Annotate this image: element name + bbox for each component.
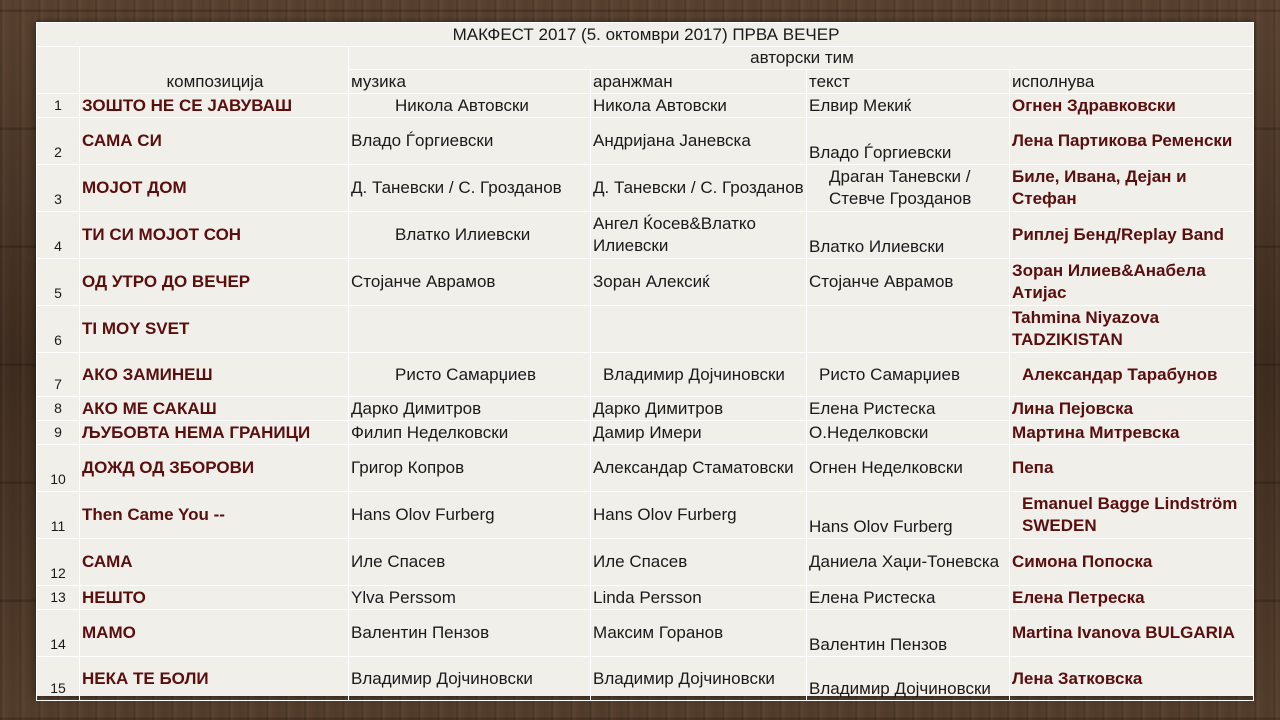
composition-cell: МОЈОТ ДОМ — [80, 165, 349, 212]
lyrics-cell: Драган Таневски / Стевче Грозданов — [807, 165, 1010, 212]
festival-table — [36, 22, 1254, 701]
arrangement-cell: Ангел Ќосев&Влатко Илиевски — [591, 212, 807, 259]
composition-cell: МАМО — [80, 610, 349, 657]
performer-cell: Лена Затковска — [1010, 657, 1254, 701]
music-cell: Ристо Самарџиев — [349, 353, 591, 397]
title-row — [37, 23, 1254, 47]
performer-cell: Пепа — [1010, 445, 1254, 492]
row-number: 2 — [37, 118, 80, 165]
composition-cell: ТИ СИ МОЈОТ СОН — [80, 212, 349, 259]
arrangement-cell: Андријана Јаневска — [591, 118, 807, 165]
table-row — [37, 212, 1254, 259]
lyrics-cell — [807, 306, 1010, 353]
row-number: 6 — [37, 306, 80, 353]
composition-cell: АКО ЗАМИНЕШ — [80, 353, 349, 397]
performer-cell: Огнен Здравковски — [1010, 94, 1254, 118]
arrangement-cell: Владимир Дојчиновски — [591, 353, 807, 397]
slide-panel — [36, 22, 1253, 696]
row-number: 1 — [37, 94, 80, 118]
header-arrangement: аранжман — [591, 70, 807, 94]
row-number: 7 — [37, 353, 80, 397]
music-cell: Ylva Perssom — [349, 586, 591, 610]
group-header-row — [37, 47, 1254, 70]
music-cell: Владо Ѓоргиевски — [349, 118, 591, 165]
arrangement-cell: Никола Автовски — [591, 94, 807, 118]
lyrics-cell: Hans Olov Furberg — [807, 492, 1010, 539]
composition-cell: НЕШТО — [80, 586, 349, 610]
music-cell: Владимир Дојчиновски — [349, 657, 591, 701]
performer-cell: Мартина Митревска — [1010, 421, 1254, 445]
arrangement-cell: Linda Persson — [591, 586, 807, 610]
arrangement-cell: Владимир Дојчиновски — [591, 657, 807, 701]
header-num-cell — [37, 47, 80, 94]
header-author-team: авторски тим — [349, 47, 1254, 70]
table-row — [37, 94, 1254, 118]
row-number: 12 — [37, 539, 80, 586]
composition-cell: ОД УТРО ДО ВЕЧЕР — [80, 259, 349, 306]
table-row — [37, 445, 1254, 492]
performer-cell: Риплеј Бенд/Replay Band — [1010, 212, 1254, 259]
row-number: 15 — [37, 657, 80, 701]
lyrics-cell: Ристо Самарџиев — [807, 353, 1010, 397]
row-number: 3 — [37, 165, 80, 212]
table-row — [37, 539, 1254, 586]
header-lyrics: текст — [807, 70, 1010, 94]
arrangement-cell: Зоран Алексиќ — [591, 259, 807, 306]
performer-cell: Tahmina Niyazova TADZIKISTAN — [1010, 306, 1254, 353]
row-number: 13 — [37, 586, 80, 610]
row-number: 9 — [37, 421, 80, 445]
header-performer: исполнува — [1010, 70, 1254, 94]
composition-cell: TI MOY SVET — [80, 306, 349, 353]
performer-cell: Лина Пејовска — [1010, 397, 1254, 421]
row-number: 5 — [37, 259, 80, 306]
lyrics-cell: Елена Ристеска — [807, 397, 1010, 421]
performer-cell: Елена Петреска — [1010, 586, 1254, 610]
table-row — [37, 492, 1254, 539]
music-cell: Стојанче Аврамов — [349, 259, 591, 306]
table-body — [37, 94, 1254, 701]
music-cell: Hans Olov Furberg — [349, 492, 591, 539]
composition-cell: ЗОШТО НЕ СЕ ЈАВУВАШ — [80, 94, 349, 118]
music-cell — [349, 306, 591, 353]
music-cell: Влатко Илиевски — [349, 212, 591, 259]
arrangement-cell: Д. Таневски / С. Грозданов — [591, 165, 807, 212]
lyrics-cell: Валентин Пензов — [807, 610, 1010, 657]
composition-cell: ДОЖД ОД ЗБОРОВИ — [80, 445, 349, 492]
lyrics-cell: Огнен Неделковски — [807, 445, 1010, 492]
table-row — [37, 259, 1254, 306]
composition-cell: САМА — [80, 539, 349, 586]
table-row — [37, 165, 1254, 212]
arrangement-cell — [591, 306, 807, 353]
performer-cell: Биле, Ивана, Дејан и Стефан — [1010, 165, 1254, 212]
table-row — [37, 657, 1254, 701]
composition-cell: Then Came You -- — [80, 492, 349, 539]
arrangement-cell: Иле Спасев — [591, 539, 807, 586]
performer-cell: Martina Ivanova BULGARIA — [1010, 610, 1254, 657]
lyrics-cell: Владимир Дојчиновски — [807, 657, 1010, 701]
table-row — [37, 397, 1254, 421]
table-row — [37, 118, 1254, 165]
music-cell: Филип Неделковски — [349, 421, 591, 445]
performer-cell: Симона Попоска — [1010, 539, 1254, 586]
row-number: 11 — [37, 492, 80, 539]
table-row — [37, 610, 1254, 657]
header-composition: композиција — [80, 47, 349, 94]
lyrics-cell: Елвир Мекиќ — [807, 94, 1010, 118]
table-row — [37, 353, 1254, 397]
arrangement-cell: Александар Стаматовски — [591, 445, 807, 492]
arrangement-cell: Максим Горанов — [591, 610, 807, 657]
arrangement-cell: Hans Olov Furberg — [591, 492, 807, 539]
row-number: 14 — [37, 610, 80, 657]
row-number: 4 — [37, 212, 80, 259]
music-cell: Никола Автовски — [349, 94, 591, 118]
row-number: 8 — [37, 397, 80, 421]
music-cell: Валентин Пензов — [349, 610, 591, 657]
composition-cell: НЕКА ТЕ БОЛИ — [80, 657, 349, 701]
composition-cell: ЉУБОВТА НЕМА ГРАНИЦИ — [80, 421, 349, 445]
lyrics-cell: О.Неделковски — [807, 421, 1010, 445]
composition-cell: САМА СИ — [80, 118, 349, 165]
performer-cell: Лена Партикова Ременски — [1010, 118, 1254, 165]
lyrics-cell: Влатко Илиевски — [807, 212, 1010, 259]
table-row — [37, 586, 1254, 610]
row-number: 10 — [37, 445, 80, 492]
table-title: МАКФЕСТ 2017 (5. октомври 2017) ПРВА ВЕЧЕР — [37, 23, 1254, 47]
lyrics-cell: Стојанче Аврамов — [807, 259, 1010, 306]
arrangement-cell: Дарко Димитров — [591, 397, 807, 421]
table-row — [37, 306, 1254, 353]
table-row — [37, 421, 1254, 445]
lyrics-cell: Даниела Хаџи-Тоневска — [807, 539, 1010, 586]
arrangement-cell: Дамир Имери — [591, 421, 807, 445]
performer-cell: Emanuel Bagge Lindström SWEDEN — [1010, 492, 1254, 539]
music-cell: Григор Копров — [349, 445, 591, 492]
performer-cell: Александар Тарабунов — [1010, 353, 1254, 397]
performer-cell: Зоран Илиев&Анабела Атијас — [1010, 259, 1254, 306]
lyrics-cell: Владо Ѓоргиевски — [807, 118, 1010, 165]
header-music: музика — [349, 70, 591, 94]
music-cell: Д. Таневски / С. Грозданов — [349, 165, 591, 212]
lyrics-cell: Елена Ристеска — [807, 586, 1010, 610]
music-cell: Иле Спасев — [349, 539, 591, 586]
composition-cell: АКО МЕ САКАШ — [80, 397, 349, 421]
music-cell: Дарко Димитров — [349, 397, 591, 421]
